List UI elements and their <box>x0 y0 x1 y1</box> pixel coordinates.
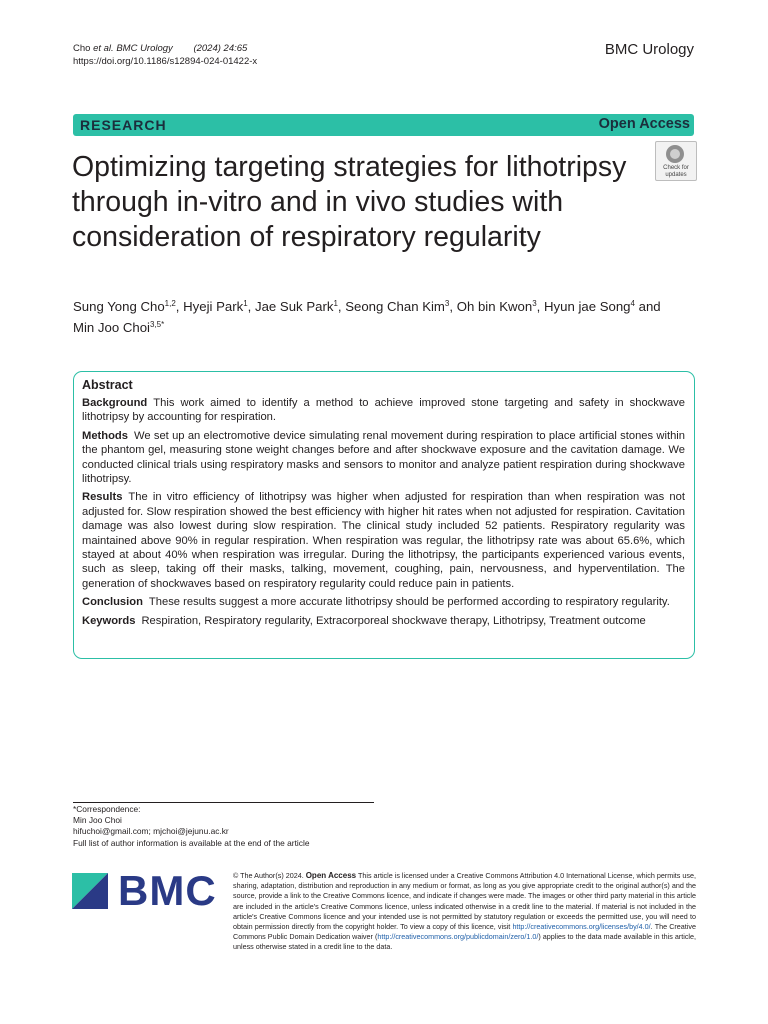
abstract-section-label: Keywords <box>82 614 136 627</box>
author <box>183 299 255 314</box>
author-name: Hyun jae Song <box>544 299 631 314</box>
abstract-background <box>82 396 685 425</box>
correspondence-emails[interactable]: hifuchoi@gmail.com; mjchoi@jejunu.ac.kr <box>73 826 229 837</box>
abstract-box <box>73 371 695 659</box>
check-for-updates-badge[interactable] <box>655 141 697 181</box>
license-link-cc-by[interactable]: http://creativecommons.org/licenses/by/4.0/ <box>512 922 651 932</box>
check-for-updates-line2: updates <box>665 172 687 178</box>
license-body: This article is licensed under a Creative Commons Attribution 4.0 International License, which permits use, sharing, adaptation, distribution and reproduction in any medium or format, as long as you give appropriate credit to the original author(s) and the source, provide a link to the Creative Commons licence, and indicate if changes were made. The images or other third party material in this article are included in the article's Creative Commons licence, unless indicated otherwise in a credit line to the material. If material is not included in the article's Creative Commons licence and your intended use is not permitted by statutory regulation or exceeds the permitted use, you will need to obtain permission directly from the copyright holder. To view a copy of this licence, visit <box>233 871 696 932</box>
citation-line <box>73 42 257 55</box>
check-for-updates-line1: Check for <box>663 165 689 171</box>
abstract-heading: Abstract <box>82 378 133 392</box>
author <box>255 299 345 314</box>
abstract-section-text: We set up an electromotive device simulating renal movement during respiration to place artificial stones within the phantom gel, measuring stone weight changes before and after shockwave exposure and the cavitation damage. We conducted clinical trials using respiratory masks and sensors to monitor and analyze patient respiration during shockwave lithotripsy. <box>82 429 685 486</box>
citation-journal: et al. BMC Urology <box>93 43 173 54</box>
author-separator: , <box>247 299 255 314</box>
doi-link[interactable]: https://doi.org/10.1186/s12894-024-01422-x <box>73 56 258 67</box>
author-affiliation: 1,2 <box>164 299 176 308</box>
license-link-cc0[interactable]: http://creativecommons.org/publicdomain/zero/1.0/ <box>377 932 539 942</box>
author-affiliation: 4 <box>630 299 635 308</box>
check-for-updates-icon <box>666 145 684 163</box>
author-separator: , <box>536 299 544 314</box>
abstract-section-label: Methods <box>82 429 128 442</box>
author <box>73 299 183 314</box>
abstract-section-label: Results <box>82 491 123 504</box>
section-label: RESEARCH <box>80 117 167 133</box>
bmc-logo <box>72 867 217 914</box>
citation-block <box>73 42 257 68</box>
author-name: Hyeji Park <box>183 299 244 314</box>
author-separator: and <box>634 299 661 314</box>
author <box>73 320 164 335</box>
author-name: Min Joo Choi <box>73 320 150 335</box>
author-separator: , <box>175 299 184 314</box>
author-separator: , <box>337 299 346 314</box>
abstract-section-label: Background <box>82 397 148 409</box>
abstract-section-text: Respiration, Respiratory regularity, Extracorporeal shockwave therapy, Lithotripsy, Treatment outcome <box>141 614 646 627</box>
bmc-logo-icon <box>72 873 108 909</box>
abstract-section-text: These results suggest a more accurate lithotripsy should be performed according to respiratory regularity. <box>148 596 670 609</box>
license-text <box>233 871 696 953</box>
author <box>544 299 661 314</box>
abstract-keywords <box>82 614 685 628</box>
abstract-section-text: This work aimed to identify a method to achieve improved stone targeting and safety in shockwave lithotripsy by accounting for respiration. <box>82 397 685 424</box>
abstract-section-text: The in vitro efficiency of lithotripsy was higher when adjusted for respiration than when respiration was not adjusted for. Slow respiration showed the best efficiency with higher hit rates when not adjusted for respiration. Cavitation damage was also lowest during slow respiration. The clinical study included 52 patients. Respiratory regularity was maintained above 90% in regular respiration. When respiration was regular, the lithotripsy rate was about 65.6%, which stayed at about 40% when respiration was irregular. During the lithotripsy, the participants experienced various events, such as sleep, taking off their masks, talking, movement, coughing, pain, nervousness, and hyperventilation. The generation of shockwaves based on respiratory regularity could reduce pain in patients. <box>82 491 685 590</box>
bmc-logo-text: BMC <box>118 867 217 914</box>
author <box>345 299 456 314</box>
author-affiliation: 3 <box>444 299 450 308</box>
author-name: Oh bin Kwon <box>456 299 533 314</box>
author-affiliation: 3,5* <box>149 320 165 329</box>
author-affiliation: 3 <box>532 299 537 308</box>
author-name: Sung Yong Cho <box>73 299 165 314</box>
author-name: Jae Suk Park <box>255 299 334 314</box>
author <box>457 299 544 314</box>
license-end: ) applies to the data made available in this article, unless otherwise stated in a credit line to the data. <box>233 932 697 952</box>
author-name: Seong Chan Kim <box>345 299 445 314</box>
citation-year: (2024) 24:65 <box>193 43 248 54</box>
correspondence-block <box>73 804 310 849</box>
author-affiliation: 1 <box>243 299 248 308</box>
open-access-label: Open Access <box>598 116 690 132</box>
abstract-conclusion <box>82 595 685 609</box>
abstract-methods <box>82 429 685 487</box>
abstract-section-label: Conclusion <box>82 596 143 609</box>
license-mid: . The Creative Commons Public Domain Dedication waiver ( <box>233 922 696 942</box>
author-affiliation: 1 <box>333 299 338 308</box>
author-list <box>73 296 673 338</box>
section-banner <box>73 114 694 136</box>
correspondence-name: Min Joo Choi <box>73 815 122 826</box>
citation-authors: Cho <box>73 43 91 54</box>
journal-name: BMC Urology <box>604 41 694 58</box>
abstract-results <box>82 490 685 591</box>
license-prefix: © The Author(s) 2024. <box>233 871 304 880</box>
correspondence-note: Full list of author information is available at the end of the article <box>73 837 310 848</box>
author-separator: , <box>449 299 457 314</box>
article-title: Optimizing targeting strategies for lithotripsy through in-vitro and in vivo studies with consideration of respiratory regularity <box>72 151 627 253</box>
correspondence-divider <box>73 802 374 803</box>
correspondence-label: *Correspondence: <box>73 804 141 814</box>
license-open-access: Open Access <box>305 871 357 880</box>
